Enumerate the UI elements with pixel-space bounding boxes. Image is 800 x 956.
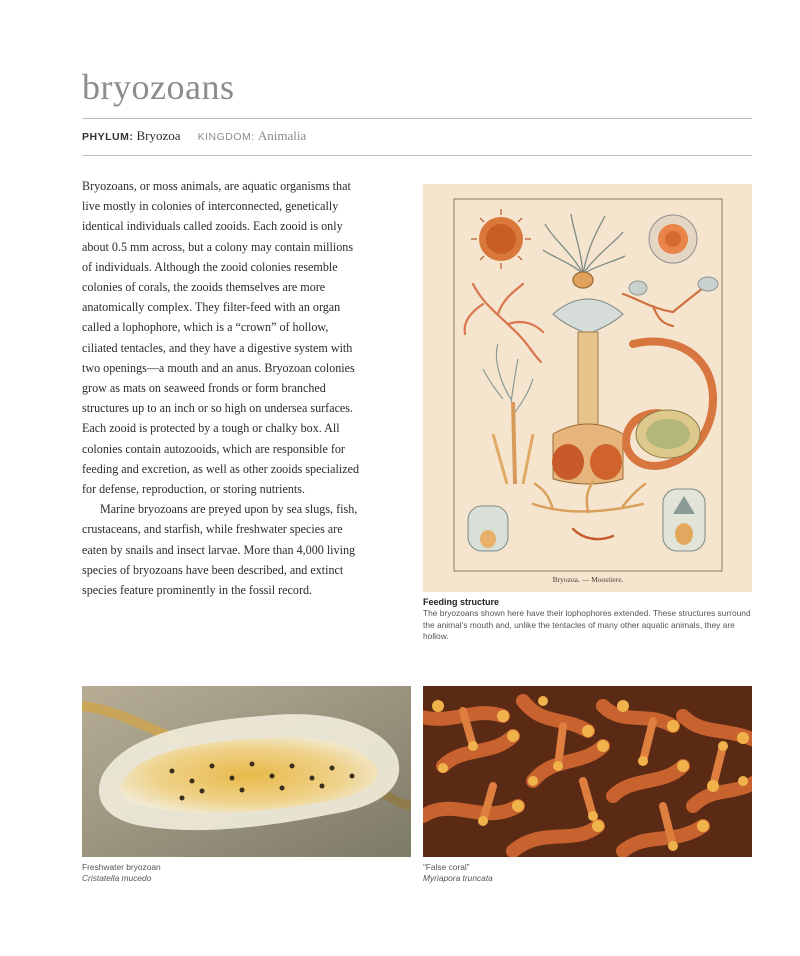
freshwater-bryozoan-scientific-name: Cristatella mucedo [82, 873, 152, 884]
body-text [82, 176, 364, 600]
kingdom-label: KINGDOM: [197, 131, 255, 143]
kingdom-value: Animalia [257, 128, 307, 143]
plate-organism-disk [649, 215, 697, 263]
phylum-label: PHYLUM: [82, 131, 134, 143]
plate-organism-bell-left [468, 506, 508, 551]
plate-organism-bell-right [663, 489, 705, 551]
plate-organism-sun [471, 209, 531, 269]
title-divider [82, 118, 752, 119]
freshwater-bryozoan-common-name: Freshwater bryozoan [82, 862, 161, 872]
body-paragraph-2: Marine bryozoans are preyed upon by sea slugs, fish, crustaceans, and starfish, while freshwater species are eaten by snails and insect larvae. More than 4,000 living species of bryozoans have been described, and extinct species feature prominently in the fossil record. [82, 502, 358, 598]
false-coral-scientific-name: Myriapora truncata [423, 873, 493, 884]
plate-drawing [423, 184, 752, 592]
freshwater-bryozoan-photo [82, 686, 411, 857]
phylum-value: Bryozoa [136, 128, 181, 143]
freshwater-bryozoan-caption [82, 862, 411, 885]
plate-caption-text: The bryozoans shown here have their lophophores extended. These structures surround the animal’s mouth and, unlike the tentacles of many other aquatic animals, they are hollow. [423, 608, 751, 641]
plate-caption-heading: Feeding structure [423, 597, 500, 607]
haeckel-plate-illustration [423, 184, 752, 592]
classification-divider [82, 155, 752, 156]
page-title: bryozoans [82, 67, 235, 107]
plate-caption [423, 597, 753, 642]
freshwater-bryozoan-image [82, 686, 411, 857]
false-coral-image [423, 686, 752, 857]
false-coral-photo [423, 686, 752, 857]
false-coral-common-name: “False coral” [423, 862, 470, 872]
classification-line [82, 128, 320, 144]
plate-label: Bryozoa. — Moostiere. [552, 575, 624, 584]
body-paragraph-1: Bryozoans, or moss animals, are aquatic organisms that live mostly in colonies of interconnected, genetically identical individuals called zooids. Each zooid is only about 0.5 mm across, but a colony may contain millions of individuals. Although the zooid colonies resemble colonies of corals, the zooids themselves are more anatomically complex. They filter-feed with an organ called a lophophore, which is a “crown” of hollow, ciliated tentacles, and they have a digestive system with two openings—a mouth and an anus. Bryozoan colonies grow as mats on seaweed fronds or form branched structures up to an inch or so high on undersea surfaces. Each zooid is protected by a tough or chalky box. All colonies contain autozooids, which are responsible for feeding and excretion, as well as other zooids specialized for defense, reproduction, or storing nutrients. [82, 179, 360, 497]
false-coral-caption [423, 862, 752, 885]
